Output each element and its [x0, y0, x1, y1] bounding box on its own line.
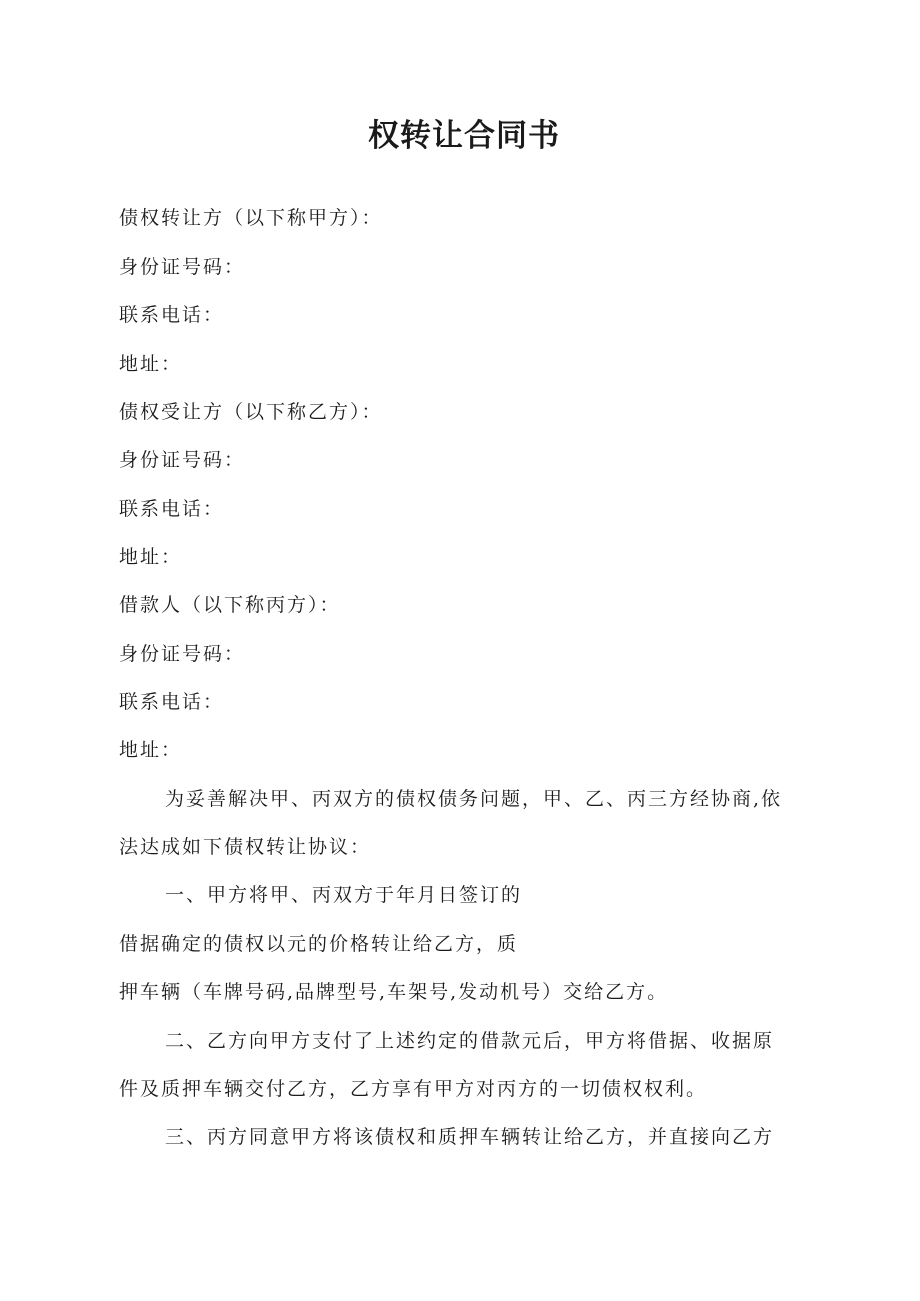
- clause-one-line: 一、甲方将甲、丙双方于年月日签订的: [165, 884, 523, 906]
- preamble-line: 法达成如下债权转让协议：: [119, 836, 372, 858]
- clause-one-line: 借据确定的债权以元的价格转让给乙方，质: [119, 933, 519, 955]
- borrower-address-field: 地址：: [119, 739, 183, 761]
- transferee-phone-field: 联系电话：: [119, 498, 225, 520]
- transferee-id-field: 身份证号码：: [119, 449, 246, 471]
- transferor-address-field: 地址：: [119, 353, 183, 375]
- preamble-line: 为妥善解决甲、丙双方的债权债务问题，甲、乙、丙三方经协商,依: [165, 788, 783, 810]
- transferee-address-field: 地址：: [119, 546, 183, 568]
- borrower-field: 借款人（以下称丙方）：: [119, 594, 341, 616]
- borrower-id-field: 身份证号码：: [119, 643, 246, 665]
- document-title: 权转让合同书: [368, 118, 560, 154]
- clause-two-line: 件及质押车辆交付乙方，乙方享有甲方对丙方的一切债权权利。: [119, 1078, 708, 1100]
- transferor-field: 债权转让方（以下称甲方）：: [119, 207, 383, 229]
- clause-two-line: 二、乙方向甲方支付了上述约定的借款元后，甲方将借据、收据原: [165, 1030, 775, 1052]
- transferor-phone-field: 联系电话：: [119, 304, 225, 326]
- borrower-phone-field: 联系电话：: [119, 691, 225, 713]
- clause-one-line: 押车辆（车牌号码,品牌型号,车架号,发动机号）交给乙方。: [119, 981, 669, 1003]
- transferee-field: 债权受让方（以下称乙方）：: [119, 401, 383, 423]
- transferor-id-field: 身份证号码：: [119, 256, 246, 278]
- clause-three-line: 三、丙方同意甲方将该债权和质押车辆转让给乙方，并直接向乙方: [165, 1126, 775, 1148]
